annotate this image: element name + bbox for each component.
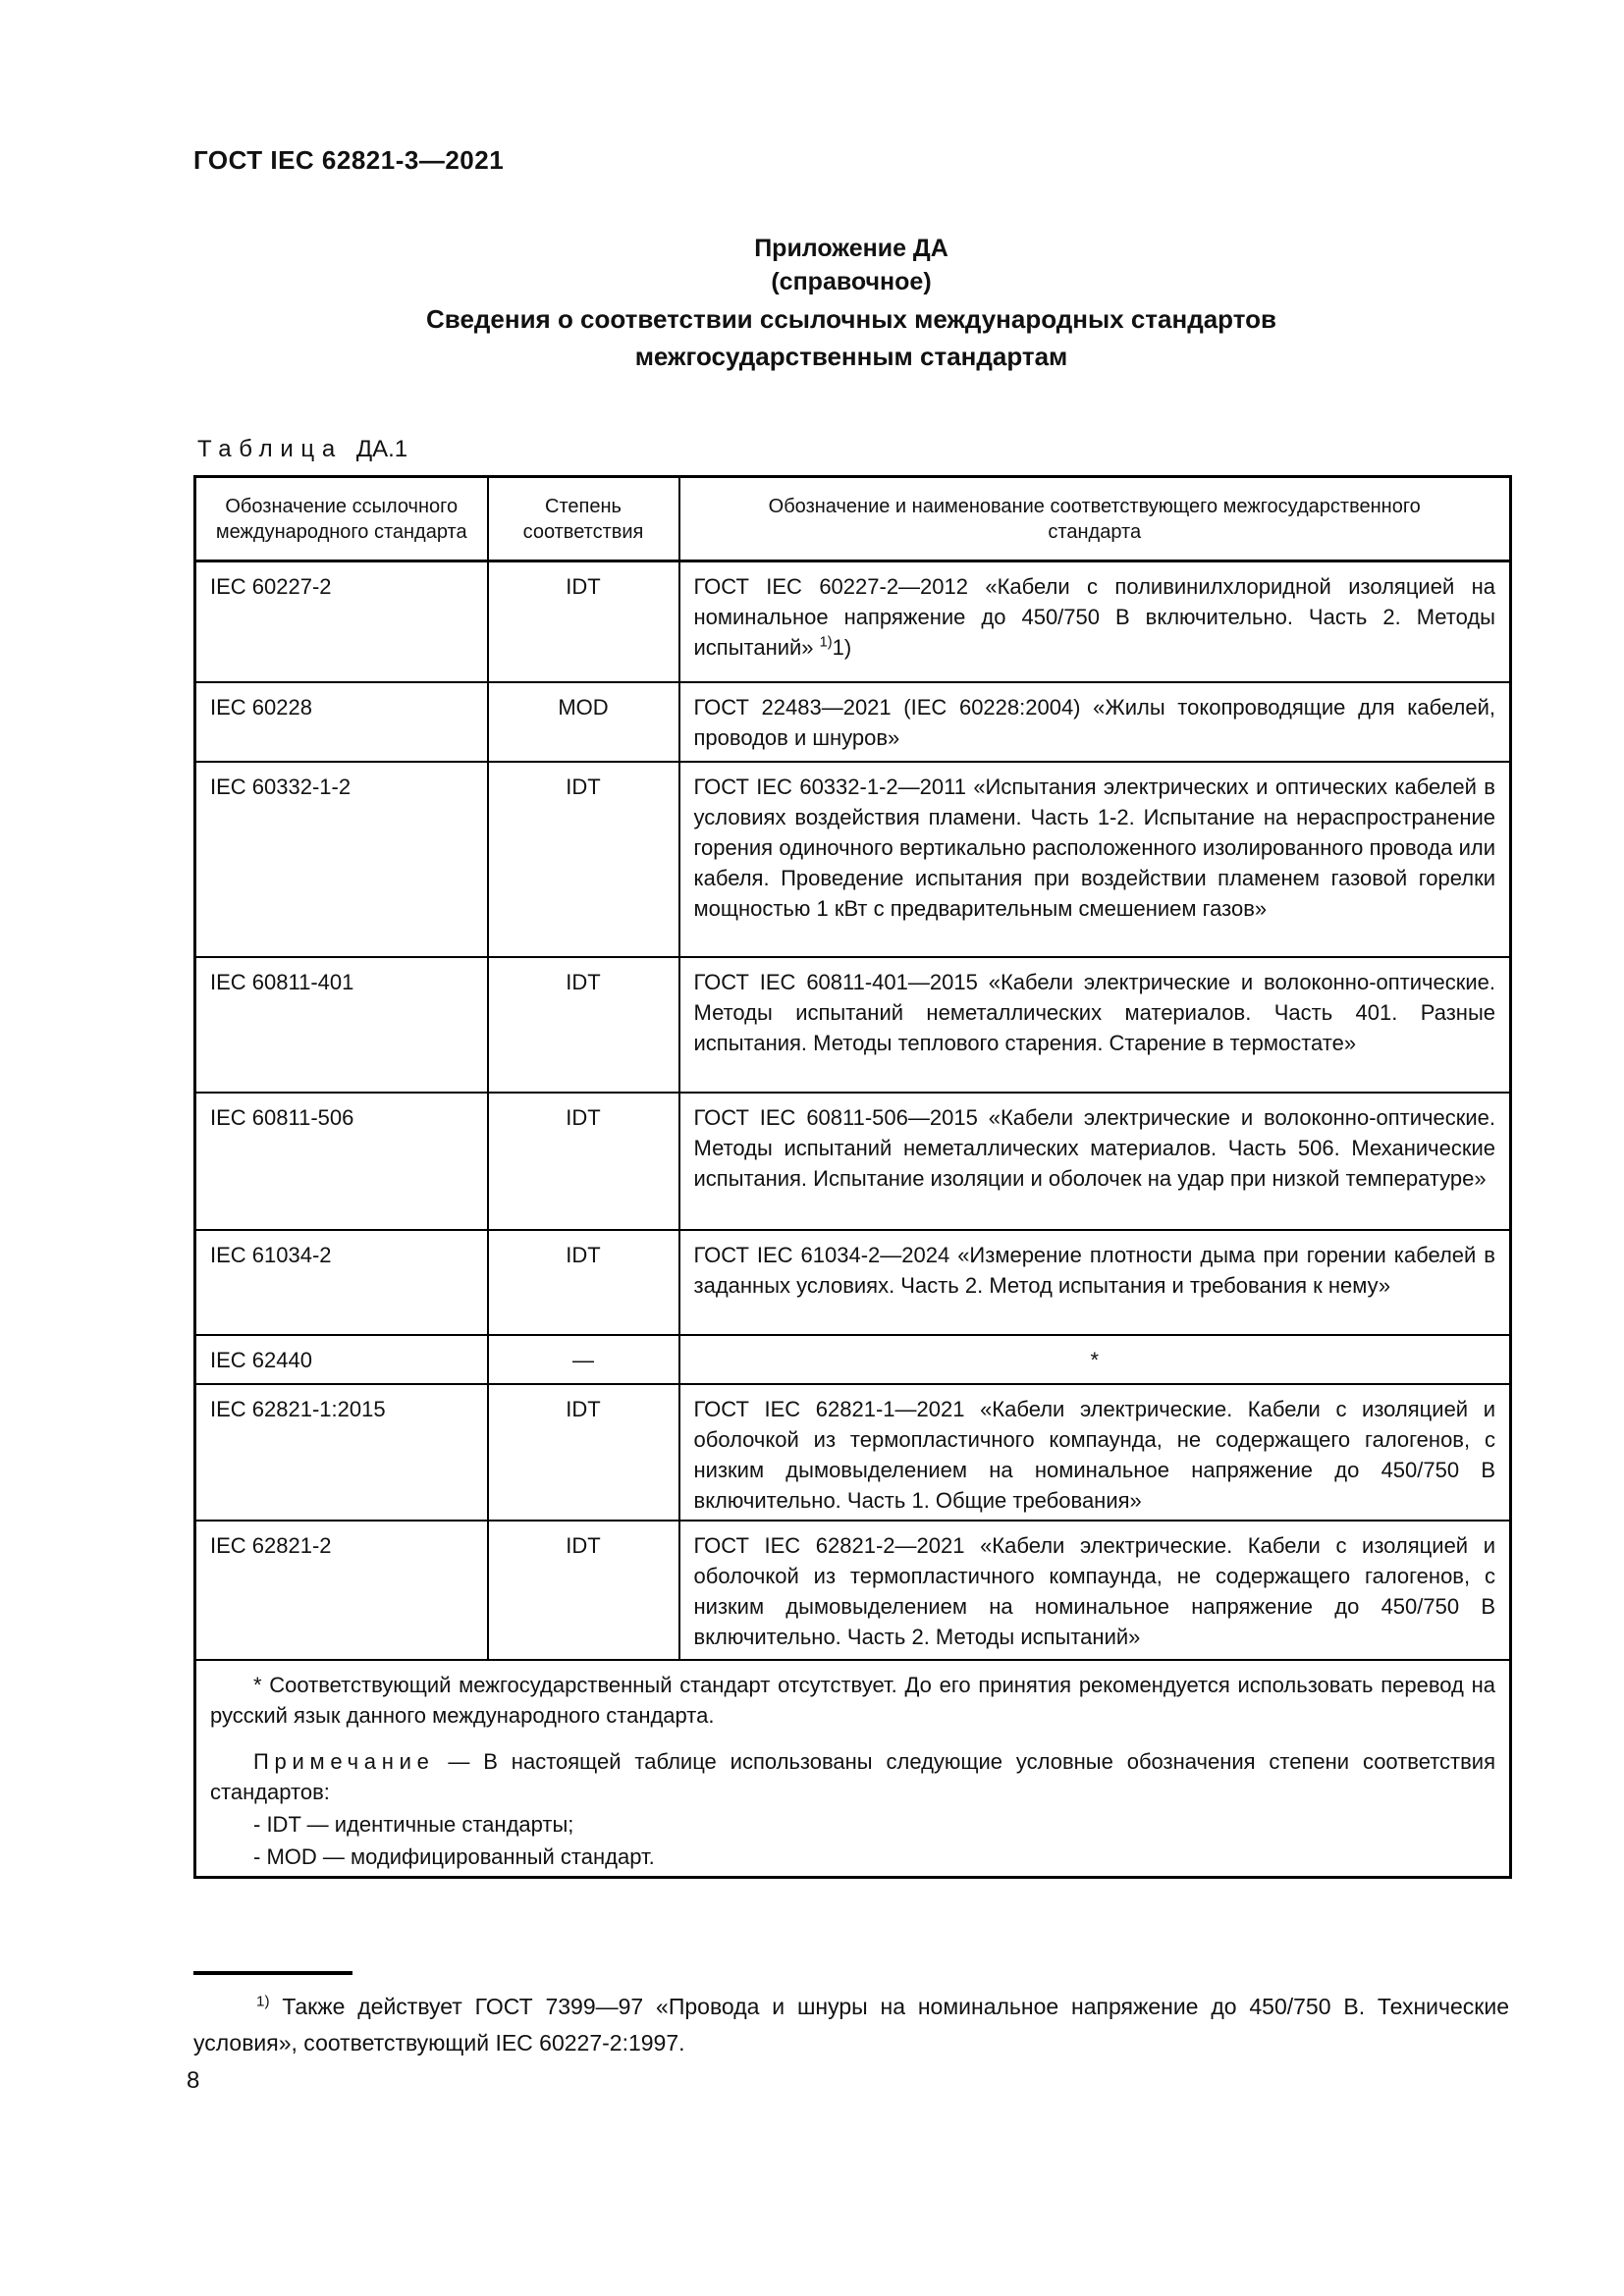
cell-standard-text: ГОСТ IEC 60332-1-2—2011 «Испытания электрических и оптических кабелей в условиях воздействия пламени. Часть 1-2. Испытание на нераспространение горения одиночного вертикально расположенного изолированного провода или кабеля. Проведение испытания при воздействии пламенем газовой горелки мощностью 1 кВт с предварительным смешением газов» [679, 762, 1511, 957]
cell-ref: IEC 60228 [195, 682, 488, 762]
cell-standard-text: ГОСТ IEC 61034-2—2024 «Измерение плотности дыма при горении кабелей в заданных условиях. Часть 2. Метод испытания и требования к нему» [679, 1230, 1511, 1335]
appendix-heading [193, 232, 1509, 298]
table-row [195, 682, 1511, 762]
doc-number: ГОСТ IEC 62821-3—2021 [193, 145, 505, 175]
table-row [195, 1384, 1511, 1521]
cell-standard-text [679, 561, 1511, 682]
page-footnote [193, 1989, 1509, 2061]
table-row [195, 1093, 1511, 1230]
cell-degree: IDT [488, 1521, 679, 1660]
note-paragraph [210, 1746, 1495, 1807]
appendix-label: Приложение ДА [754, 235, 948, 262]
page-title-line2: межгосударственным стандартам [634, 342, 1068, 371]
table-footer-row [195, 1660, 1511, 1878]
cell-ref: IEC 60332-1-2 [195, 762, 488, 957]
appendix-kind: (справочное) [771, 268, 932, 295]
cell-degree: IDT [488, 762, 679, 957]
cell-standard-text: ГОСТ IEC 60811-506—2015 «Кабели электрические и волоконно-оптические. Методы испытаний неметаллических материалов. Часть 506. Механические испытания. Испытание изоляции и оболочек на удар при низкой температуре» [679, 1093, 1511, 1230]
page-footnote-text [193, 1989, 1509, 2061]
cell-ref: IEC 60227-2 [195, 561, 488, 682]
table-row [195, 1335, 1511, 1384]
cell-ref: IEC 62821-2 [195, 1521, 488, 1660]
page-number: 8 [187, 2067, 200, 2094]
cell-ref: IEC 60811-401 [195, 957, 488, 1093]
cell-standard-text: * [679, 1335, 1511, 1384]
table-footnote-block [195, 1660, 1511, 1878]
table-row [195, 1521, 1511, 1660]
cell-ref: IEC 60811-506 [195, 1093, 488, 1230]
note-label: Примечание [253, 1748, 435, 1774]
header-corresponding-line1: Обозначение и наименование соответствующего межгосударственного [768, 495, 1421, 517]
cell-degree: MOD [488, 682, 679, 762]
header-corresponding-standard [679, 477, 1511, 561]
table-row [195, 957, 1511, 1093]
cell-ref: IEC 62821-1:2015 [195, 1384, 488, 1521]
cell-degree: IDT [488, 1230, 679, 1335]
table-row [195, 1230, 1511, 1335]
page-title [193, 300, 1509, 375]
cell-standard-text: ГОСТ IEC 62821-2—2021 «Кабели электрические. Кабели с изоляцией и оболочкой из термопластичного компаунда, не содержащего галогенов, с низким дымовыделением на номинальное напряжение до 450/750 В включительно. Часть 2. Методы испытаний» [679, 1521, 1511, 1660]
header-ref-standard: Обозначение ссылочного международного стандарта [195, 477, 488, 561]
header-corresponding-line2: стандарта [1048, 520, 1142, 543]
cell-degree: IDT [488, 561, 679, 682]
footnote-separator [193, 1971, 352, 1975]
cell-ref: IEC 62440 [195, 1335, 488, 1384]
star-note: * Соответствующий межгосударственный стандарт отсутствует. До его принятия рекомендуется использовать перевод на русский язык данного международного стандарта. [210, 1672, 1495, 1728]
footnote-body: Также действует ГОСТ 7399—97 «Провода и шнуры на номинальное напряжение до 450/750 В. Технические условия», соответствующий IEC 60227-2:1997. [193, 1994, 1509, 2056]
note-item-mod: - MOD — модифицированный стандарт. [253, 1843, 655, 1869]
standard-text: ГОСТ IEC 60227-2—2012 «Кабели с поливинилхлоридной изоляцией на номинальное напряжение до 450/750 В включительно. Часть 2. Методы испытаний» [693, 574, 1495, 660]
cell-ref: IEC 61034-2 [195, 1230, 488, 1335]
header-degree: Степень соответствия [488, 477, 679, 561]
cell-standard-text: ГОСТ 22483—2021 (IEC 60228:2004) «Жилы токопроводящие для кабелей, проводов и шнуров» [679, 682, 1511, 762]
table-header-row [195, 477, 1511, 561]
cell-degree: IDT [488, 1093, 679, 1230]
table-caption-number: ДА.1 [355, 436, 408, 462]
footnote-marker-sup: 1) [819, 634, 833, 651]
note-item-idt: - IDT — идентичные стандарты; [253, 1811, 574, 1837]
cell-degree: — [488, 1335, 679, 1384]
note-text: — В настоящей таблице использованы следующие условные обозначения степени соответствия стандартов: [210, 1748, 1495, 1804]
footnote-marker-tail: 1) [832, 635, 852, 660]
cell-degree: IDT [488, 957, 679, 1093]
footnote-sup: 1) [256, 1993, 270, 2010]
cell-standard-text: ГОСТ IEC 62821-1—2021 «Кабели электрические. Кабели с изоляцией и оболочкой из термопластичного компаунда, не содержащего галогенов, с низким дымовыделением на номинальное напряжение до 450/750 В включительно. Часть 1. Общие требования» [679, 1384, 1511, 1521]
cell-degree: IDT [488, 1384, 679, 1521]
table-caption [197, 436, 407, 463]
table-row [195, 561, 1511, 682]
cell-standard-text: ГОСТ IEC 60811-401—2015 «Кабели электрические и волоконно-оптические. Методы испытаний неметаллических материалов. Часть 401. Разные испытания. Методы теплового старения. Старение в термостате» [679, 957, 1511, 1093]
table-caption-word: Таблица [197, 436, 343, 462]
table-row [195, 762, 1511, 957]
correspondence-table [193, 475, 1512, 1879]
page-title-line1: Сведения о соответствии ссылочных международных стандартов [426, 304, 1276, 334]
